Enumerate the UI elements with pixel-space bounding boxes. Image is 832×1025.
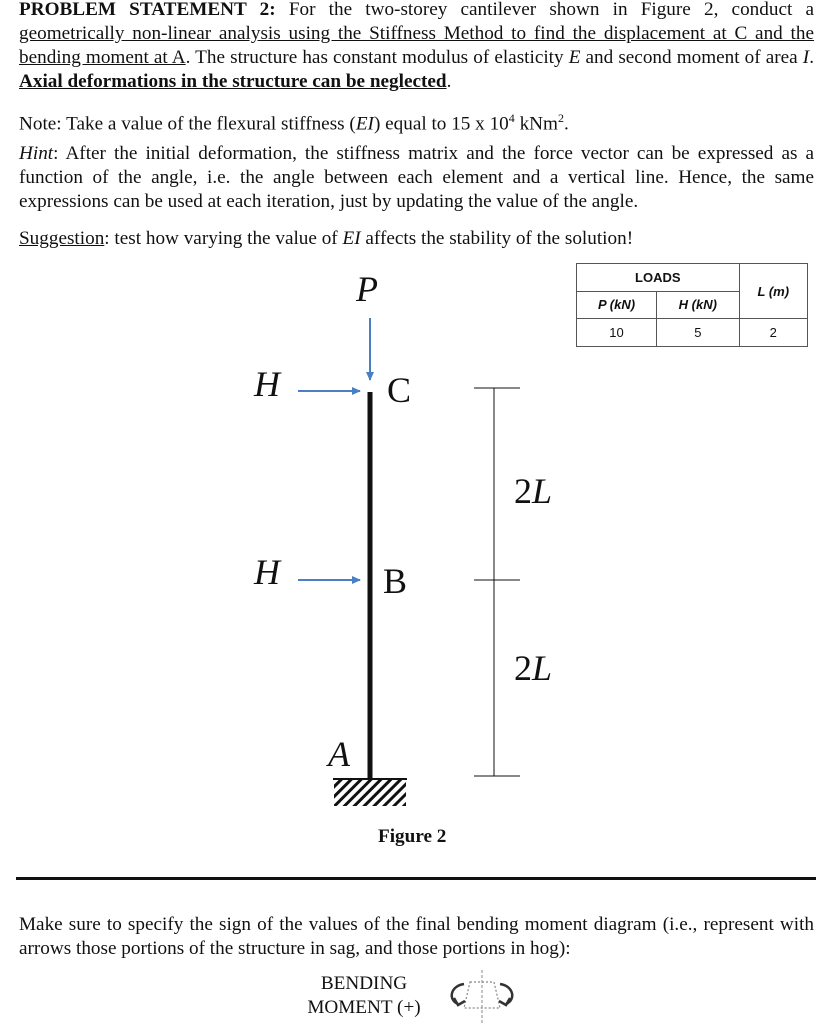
- p-value-cell: 10: [577, 319, 657, 347]
- symbol-I: I: [802, 47, 810, 68]
- sign-convention-icon: [452, 970, 513, 1024]
- bm-line1: BENDING: [320, 973, 408, 994]
- problem-objective: geometrically non-linear analysis using the Stiffness Method to find the displacement at C and the bending moment at A: [19, 23, 814, 68]
- label-H-top: H: [254, 364, 280, 404]
- note-prefix: Note: Take a value of the flexural stiffness (: [19, 113, 356, 135]
- h-value-cell: 5: [657, 319, 740, 347]
- col-h-header: H (kN): [657, 291, 740, 319]
- problem-end: .: [446, 71, 452, 92]
- suggestion-label: Suggestion: [19, 228, 105, 249]
- problem-after: . The structure has constant modulus of elasticity: [185, 47, 569, 68]
- label-C: C: [387, 370, 412, 410]
- label-P: P: [356, 269, 378, 309]
- note-middle: ) equal to 15 x 10: [373, 113, 509, 135]
- note-units-exp: 2: [557, 111, 564, 125]
- dim-bot-var: L: [532, 648, 553, 688]
- footer-instruction: Make sure to specify the sign of the values of the final bending moment diagram (i.e., represent with arrows those portions of the structure in sag, and those portions in hog):: [19, 914, 814, 959]
- note-exp: 4: [508, 111, 515, 125]
- note-units: kNm: [514, 113, 558, 135]
- hint-text: : After the initial deformation, the stiffness matrix and the force vector can be expressed as a function of the angle, i.e. the angle between each element and a vertical line. Hence, the same expressions can be used at each iteration, just by updating the value of the angle.: [19, 143, 814, 212]
- dim-bot-num: 2: [514, 648, 532, 688]
- bending-moment-label: [296, 972, 432, 1020]
- problem-intro: For the two-storey cantilever shown in Figure 2, conduct a: [275, 0, 814, 20]
- problem-and: and second moment of area: [580, 47, 803, 68]
- problem-axial-note: Axial deformations in the structure can be neglected: [19, 71, 447, 92]
- dim-label-bottom: [514, 650, 552, 686]
- problem-heading: PROBLEM STATEMENT 2:: [19, 0, 276, 20]
- note-end: .: [563, 113, 569, 135]
- col-l-header: L (m): [739, 264, 807, 319]
- problem-dot: .: [809, 47, 814, 68]
- label-B: B: [383, 561, 408, 601]
- label-A: A: [328, 734, 350, 774]
- suggestion-text-a: : test how varying the value of: [104, 228, 343, 249]
- dim-top-var: L: [532, 471, 553, 511]
- suggestion-text-b: affects the stability of the solution!: [360, 228, 634, 249]
- note-EI: EI: [355, 113, 374, 135]
- suggestion-EI: EI: [342, 228, 361, 249]
- dim-top-num: 2: [514, 471, 532, 511]
- section-divider: [16, 877, 816, 880]
- loads-group-header: LOADS: [577, 264, 740, 292]
- col-p-header: P (kN): [577, 291, 657, 319]
- bm-line2: MOMENT (+): [307, 997, 421, 1018]
- symbol-E: E: [568, 47, 581, 68]
- label-H-mid: H: [254, 552, 280, 592]
- dim-label-top: [514, 473, 552, 509]
- hint-label: Hint: [19, 143, 54, 164]
- l-value-cell: 2: [739, 319, 807, 347]
- figure-caption: Figure 2: [378, 826, 447, 847]
- fixed-support: [334, 780, 406, 806]
